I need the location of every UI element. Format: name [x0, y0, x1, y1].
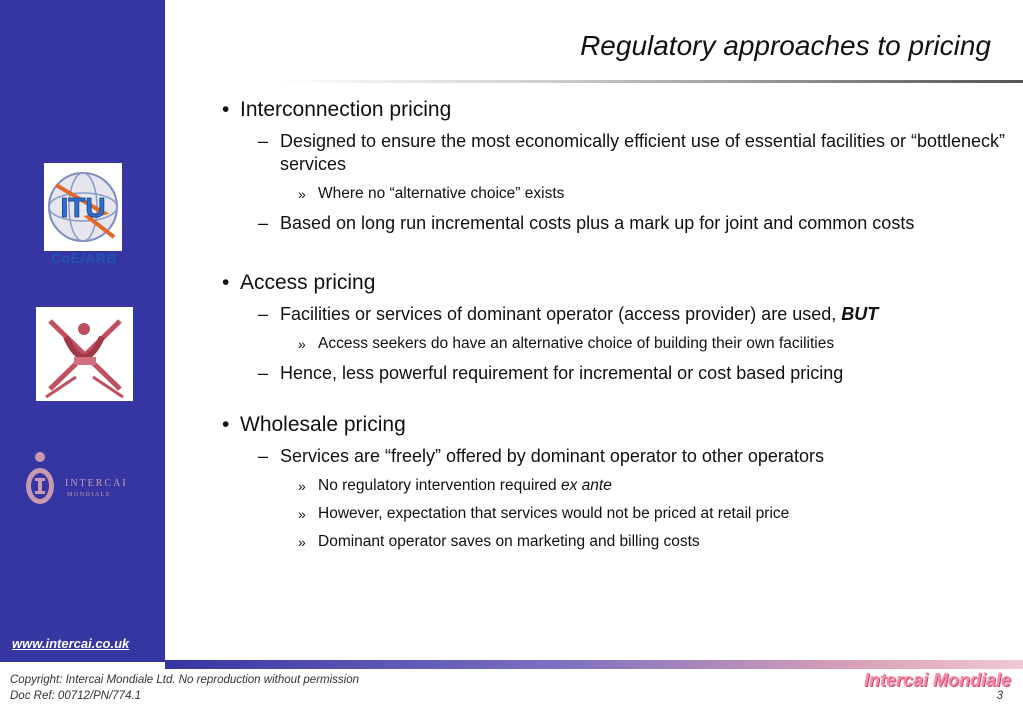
subbullet-text: Designed to ensure the most economically efficient use of essential facilities or “bottleneck” services: [280, 131, 1006, 174]
chevron-marker: »: [298, 336, 306, 352]
page-number: 3: [996, 690, 1003, 702]
footer-copyright: Copyright: Intercai Mondiale Ltd. No reproduction without permission: [10, 674, 360, 686]
intercai-logo: [18, 448, 138, 508]
oman-emblem-logo: [36, 307, 133, 401]
bullet-access-pricing: • Access pricing: [222, 269, 1012, 297]
subsubbullet: [222, 184, 1012, 204]
chevron-marker: »: [298, 506, 306, 522]
subsubbullet: [222, 532, 1012, 552]
emphasis-text: BUT: [841, 304, 879, 324]
subsubbullet: [222, 476, 1012, 496]
subbullet-text: Services are “freely” offered by dominant operator to other operators: [280, 446, 824, 466]
dash-marker: –: [258, 213, 269, 233]
slide-content: [222, 96, 1012, 552]
dash-marker: –: [258, 304, 269, 324]
subbullet: [222, 212, 1012, 235]
dash-marker: –: [258, 131, 269, 151]
subbullet: [222, 362, 1012, 385]
subsubbullet-text: However, expectation that services would not be priced at retail price: [318, 505, 790, 522]
subbullet: [222, 130, 1012, 176]
chevron-marker: »: [298, 186, 306, 202]
intercai-logo-text: INTERCAI: [65, 478, 128, 489]
footer-brand: Intercai Mondiale: [863, 670, 1011, 690]
dash-marker: –: [258, 446, 269, 466]
chevron-marker: »: [298, 534, 306, 550]
subbullet: [222, 445, 1012, 468]
chevron-marker: »: [298, 478, 306, 494]
bullet-interconnection-pricing: • Interconnection pricing: [222, 96, 1012, 124]
subbullet: [222, 303, 1012, 326]
itu-logo: [44, 163, 122, 251]
italic-text: ex ante: [560, 477, 612, 494]
subsubbullet: [222, 504, 1012, 524]
subbullet-text: Based on long run incremental costs plus a mark up for joint and common costs: [280, 213, 915, 233]
subbullet-text: Hence, less powerful requirement for incremental or cost based pricing: [280, 363, 844, 383]
itu-caption: CoE/ARB: [51, 250, 117, 266]
subsubbullet-text: Access seekers do have an alternative choice of building their own facilities: [318, 335, 835, 352]
subsubbullet-text: No regulatory intervention required: [318, 477, 561, 494]
subsubbullet-text: Dominant operator saves on marketing and billing costs: [318, 533, 700, 550]
sidebar: [0, 0, 165, 662]
subbullet-text: Facilities or services of dominant operator (access provider) are used,: [280, 304, 842, 324]
dash-marker: –: [258, 363, 269, 383]
title-divider: [280, 80, 1023, 83]
subsubbullet: [222, 334, 1012, 354]
intercai-logo-subtext: MONDIALE: [67, 492, 111, 498]
footer-docref: Doc Ref: 00712/PN/774.1: [10, 690, 142, 702]
footer-band: [165, 660, 1023, 669]
subsubbullet-text: Where no “alternative choice” exists: [318, 185, 565, 202]
website-link[interactable]: www.intercai.co.uk: [12, 636, 130, 651]
slide-title: Regulatory approaches to pricing: [580, 30, 991, 61]
itu-logo-text: ITU: [60, 192, 106, 223]
bullet-wholesale-pricing: • Wholesale pricing: [222, 411, 1012, 439]
